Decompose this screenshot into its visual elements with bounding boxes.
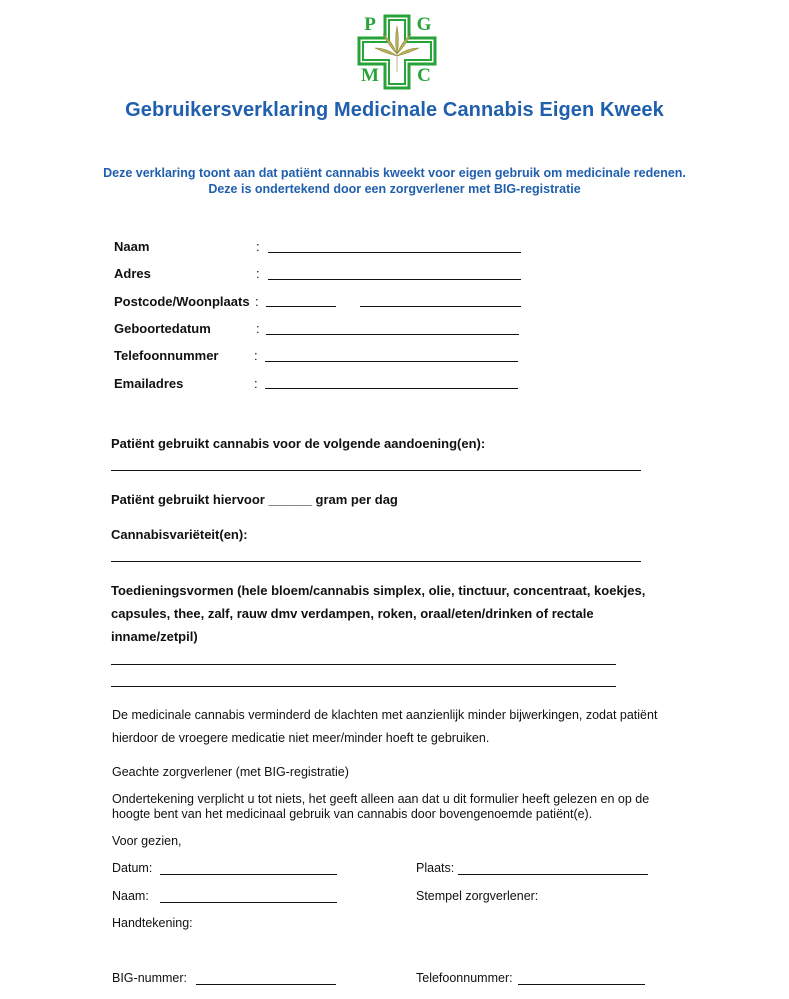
varieteit-question: Cannabisvariëteit(en): [111,527,248,542]
telefoon-zorgverlener-input-line[interactable] [518,984,645,985]
adres-input-line[interactable] [268,279,521,280]
big-nummer-input-line[interactable] [196,984,336,985]
postcode-input-line[interactable] [266,306,336,307]
label-telefoonnummer-zorgverlener: Telefoonnummer: [416,971,513,985]
statement-text: De medicinale cannabis verminderd de klachten met aanzienlijk minder bijwerkingen, zodat patiënt hierdoor de vroegere medicatie niet meer/minder hoeft te gebruiken. [112,708,658,745]
label-adres: Adres [114,266,151,281]
telefoon-input-line[interactable] [265,361,518,362]
aandoening-question: Patiënt gebruikt cannabis voor de volgende aandoening(en): [111,436,486,451]
colon: : [256,266,260,281]
label-telefoonnummer: Telefoonnummer [114,348,219,363]
closing-text: Voor gezien, [112,834,182,848]
geboortedatum-input-line[interactable] [266,334,519,335]
label-naam-zorgverlener: Naam: [112,889,149,903]
toedieningsvormen-question: Toedieningsvormen (hele bloem/cannabis simplex, olie, tinctuur, concentraat, koekjes, capsules, thee, zalf, rauw dmv verdampen, roken, oraal/eten/drinken of rectale inname/zetpil) [111,583,646,644]
logo-letter-p: P [364,14,376,35]
label-postcode-woonplaats: Postcode/Woonplaats [114,294,250,309]
toediening-input-line-2[interactable] [111,686,616,687]
logo-letter-m: M [361,65,379,86]
toediening-input-line-1[interactable] [111,664,616,665]
colon: : [254,376,258,391]
disclaimer-text: Ondertekening verplicht u tot niets, het geeft alleen aan dat u dit formulier heeft gelezen en op de hoogte bent van het medicinaal gebruik van cannabis door bovengenoemde patiënt(e). [112,792,650,821]
label-big-nummer: BIG-nummer: [112,971,188,985]
colon: : [255,294,259,309]
logo-letter-g: G [416,14,432,35]
gram-per-dag-statement [111,492,398,507]
naam-zorgverlener-input-line[interactable] [160,902,337,903]
varieteit-input-line[interactable] [111,561,641,562]
colon: : [256,321,260,336]
label-emailadres: Emailadres [114,376,184,391]
naam-input-line[interactable] [268,252,521,253]
intro-text: Deze verklaring toont aan dat patiënt cannabis kweekt voor eigen gebruik om medicinale redenen. Deze is ondertekend door een zorgverlener met BIG-registratie [103,166,686,196]
plaats-input-line[interactable] [458,874,648,875]
label-geboortedatum: Geboortedatum [114,321,211,336]
logo-letter-c: C [417,65,431,86]
page-title: Gebruikersverklaring Medicinale Cannabis Eigen Kweek [125,99,664,121]
gram-prefix: Patiënt gebruikt hiervoor [111,492,265,507]
woonplaats-input-line[interactable] [360,306,521,307]
aandoening-input-line[interactable] [111,470,641,471]
pgmc-logo [357,14,437,90]
label-datum: Datum: [112,861,153,875]
gram-suffix: gram per dag [315,492,398,507]
gram-blank[interactable]: ______ [268,492,312,507]
label-naam: Naam [114,239,150,254]
datum-input-line[interactable] [160,874,337,875]
greeting-text: Geachte zorgverlener (met BIG-registratie) [112,765,349,779]
colon: : [256,239,260,254]
label-plaats: Plaats: [416,861,455,875]
label-stempel-zorgverlener: Stempel zorgverlener: [416,889,539,903]
colon: : [254,348,258,363]
email-input-line[interactable] [265,388,518,389]
label-handtekening: Handtekening: [112,916,193,930]
